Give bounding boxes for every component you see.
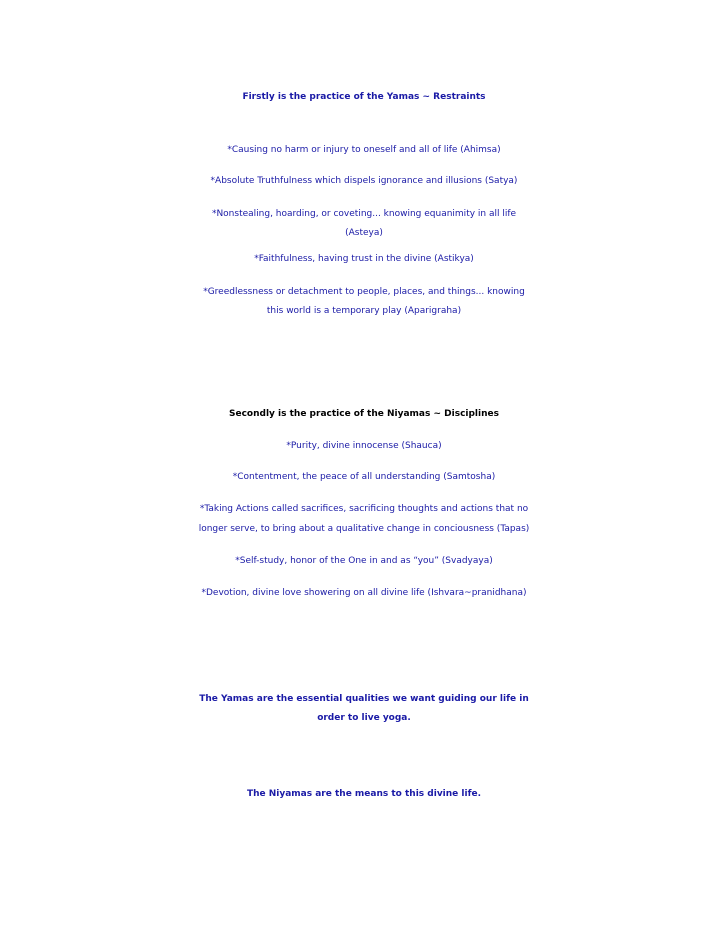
- yamas-summary-line1: The Yamas are the essential qualities we want guiding our life in: [199, 694, 529, 704]
- yama-astikya: *Faithfulness, having trust in the divine (Astikya): [254, 254, 474, 264]
- yamas-heading: Firstly is the practice of the Yamas ~ Restraints: [242, 92, 486, 102]
- niyama-svadyaya: *Self-study, honor of the One in and as “you” (Svadyaya): [235, 556, 493, 566]
- niyama-shauca: *Purity, divine innocense (Shauca): [286, 441, 442, 451]
- niyama-tapas-line1: *Taking Actions called sacrifices, sacrificing thoughts and actions that no: [199, 504, 529, 514]
- niyama-samtosha: *Contentment, the peace of all understanding (Samtosha): [232, 472, 496, 482]
- yamas-summary-line2: order to live yoga.: [317, 713, 411, 723]
- niyamas-summary: The Niyamas are the means to this divine life.: [246, 789, 482, 799]
- yama-aparigraha-line1: *Greedlessness or detachment to people, places, and things... knowing: [203, 287, 525, 297]
- niyamas-heading: Secondly is the practice of the Niyamas ~ Disciplines: [229, 409, 499, 419]
- yama-aparigraha-line2: this world is a temporary play (Aparigraha): [266, 306, 462, 316]
- yama-satya: *Absolute Truthfulness which dispels ignorance and illusions (Satya): [210, 176, 518, 186]
- yama-asteya-line2: (Asteya): [345, 228, 383, 238]
- yama-ahimsa: *Causing no harm or injury to oneself and all of life (Ahimsa): [227, 145, 501, 155]
- yama-asteya-line1: *Nonstealing, hoarding, or coveting... knowing equanimity in all life: [211, 209, 517, 219]
- niyama-tapas-line2: longer serve, to bring about a qualitative change in conciousness (Tapas): [198, 524, 530, 534]
- niyama-ishvara: *Devotion, divine love showering on all divine life (Ishvara~pranidhana): [201, 588, 527, 598]
